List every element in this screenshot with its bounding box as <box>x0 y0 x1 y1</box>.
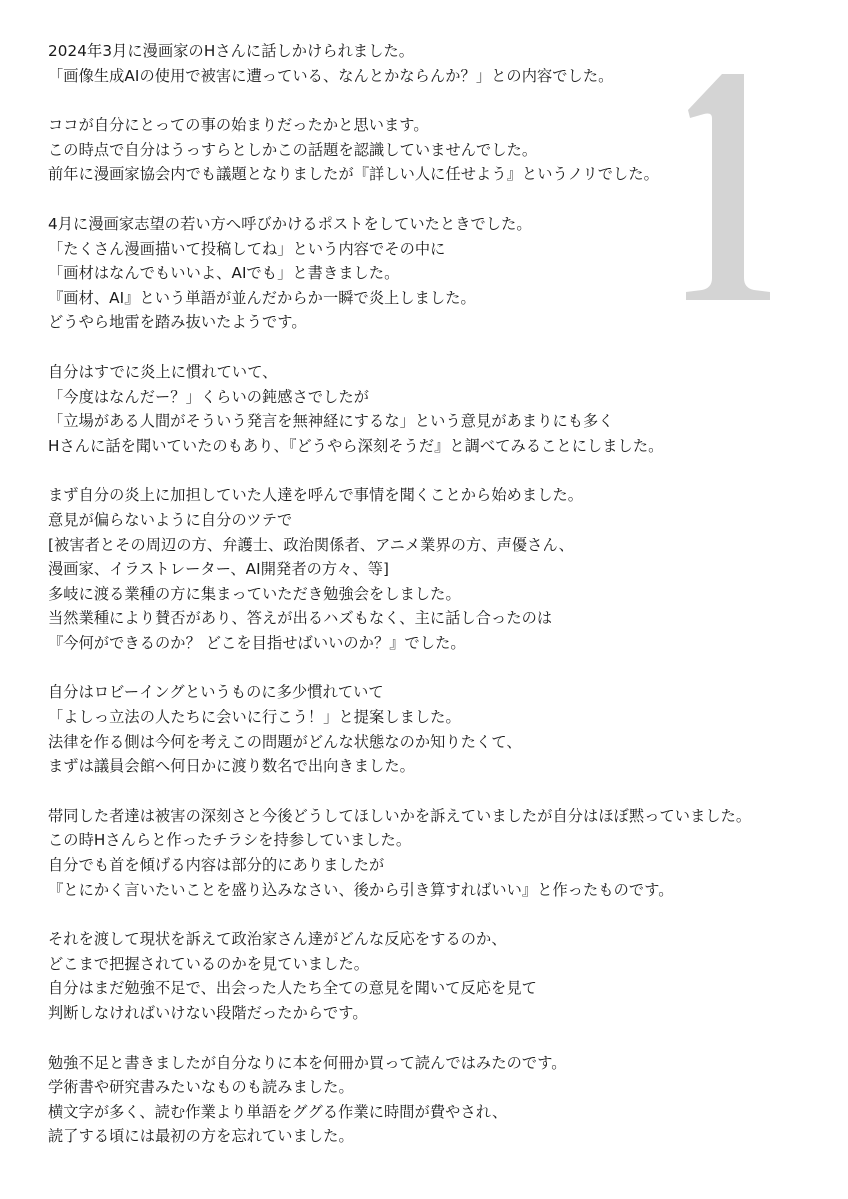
text-line: 横文字が多く、読む作業より単語をググる作業に時間が費やされ、 <box>48 1102 508 1121</box>
text-line: どうやら地雷を踏み抜いたようです。 <box>48 313 307 332</box>
paragraph <box>48 113 808 187</box>
text-line: この時点で自分はうっすらとしかこの話題を認識していませんでした。 <box>48 140 538 159</box>
text-line: 4月に漫画家志望の若い方へ呼びかけるポストをしていたときでした。 <box>48 214 532 233</box>
paragraph <box>48 680 808 778</box>
paragraph <box>48 212 808 335</box>
text-line: 漫画家、イラストレーター、AI開発者の方々、等] <box>48 560 390 579</box>
text-line: 自分はまだ勉強不足で、出会った人たち全ての意見を聞いて反応を見て <box>48 979 537 998</box>
text-line: 「よしっ立法の人たちに会いに行こう！」と提案しました。 <box>48 708 461 727</box>
text-line: 自分はすでに炎上に慣れていて、 <box>48 362 278 381</box>
text-line: 法律を作る側は今何を考えこの問題がどんな状態なのか知りたくて、 <box>48 732 522 751</box>
text-line: 帯同した者達は被害の深刻さと今後どうしてほしいかを訴えていましたが自分はほぼ黙っていました。 <box>48 806 752 825</box>
text-line: 判断しなければいけない段階だったからです。 <box>48 1004 368 1022</box>
paragraph <box>48 39 808 88</box>
text-line: 『画材、AI』という単語が並んだからか一瞬で炎上しました。 <box>48 288 476 307</box>
paragraph <box>48 804 808 902</box>
text-line: 学術書や研究書みたいなものも読みました。 <box>48 1078 354 1097</box>
text-line: 意見が偏らないように自分のツテで <box>48 510 293 529</box>
text-line: 『とにかく言いたいことを盛り込みなさい、後から引き算すればいい』と作ったものです。 <box>48 880 674 899</box>
paragraph <box>48 483 808 655</box>
text-line: Hさんに話を聞いていたのもあり、『どうやら深刻そうだ』と調べてみることにしました。 <box>48 436 664 455</box>
text-line: 「今度はなんだー？」くらいの鈍感さでしたが <box>48 387 370 406</box>
text-line: 2024年3月に漫画家のHさんに話しかけられました。 <box>48 42 415 60</box>
text-line: それを渡して現状を訴えて政治家さん達がどんな反応をするのか、 <box>48 930 507 949</box>
text-line: この時Hさんらと作ったチラシを持参していました。 <box>48 831 412 850</box>
paragraph <box>48 360 808 458</box>
text-line: 自分はロビーイングというものに多少慣れていて <box>48 683 384 702</box>
text-line: どこまで把握されているのかを見ていました。 <box>48 954 370 973</box>
text-line: [被害者とその周辺の方、弁護士、政治関係者、アニメ業界の方、声優さん、 <box>48 535 574 554</box>
text-line: 「画像生成AIの使用で被害に遭っている、なんとかならんか？」との内容でした。 <box>48 66 614 85</box>
body-text <box>48 39 808 1174</box>
text-line: 『今何ができるのか？ どこを目指せばいいのか？』でした。 <box>48 633 466 652</box>
text-line: 当然業種により賛否があり、答えが出るハズもなく、主に話し合ったのは <box>48 609 553 628</box>
paragraph <box>48 1051 808 1149</box>
text-line: 「立場がある人間がそういう発言を無神経にするな」という意見があまりにも多く <box>48 412 614 431</box>
text-line: 前年に漫画家協会内でも議題となりましたが『詳しい人に任せよう』というノリでした。 <box>48 165 659 184</box>
text-line: まず自分の炎上に加担していた人達を呼んで事情を聞くことから始めました。 <box>48 486 584 505</box>
text-line: 自分でも首を傾げる内容は部分的にありましたが <box>48 856 385 875</box>
text-line: 「たくさん漫画描いて投稿してね」という内容でその中に <box>48 239 446 258</box>
paragraph <box>48 927 808 1025</box>
text-line: ココが自分にとっての事の始まりだったかと思います。 <box>48 116 429 135</box>
text-line: 読了する頃には最初の方を忘れていました。 <box>48 1127 354 1146</box>
text-line: 多岐に渡る業種の方に集まっていただき勉強会をしました。 <box>48 584 461 603</box>
text-line: 勉強不足と書きましたが自分なりに本を何冊か買って読んではみたのです。 <box>48 1053 567 1072</box>
text-line: まずは議員会館へ何日かに渡り数名で出向きました。 <box>48 757 415 776</box>
text-line: 「画材はなんでもいいよ、AIでも」と書きました。 <box>48 264 400 283</box>
